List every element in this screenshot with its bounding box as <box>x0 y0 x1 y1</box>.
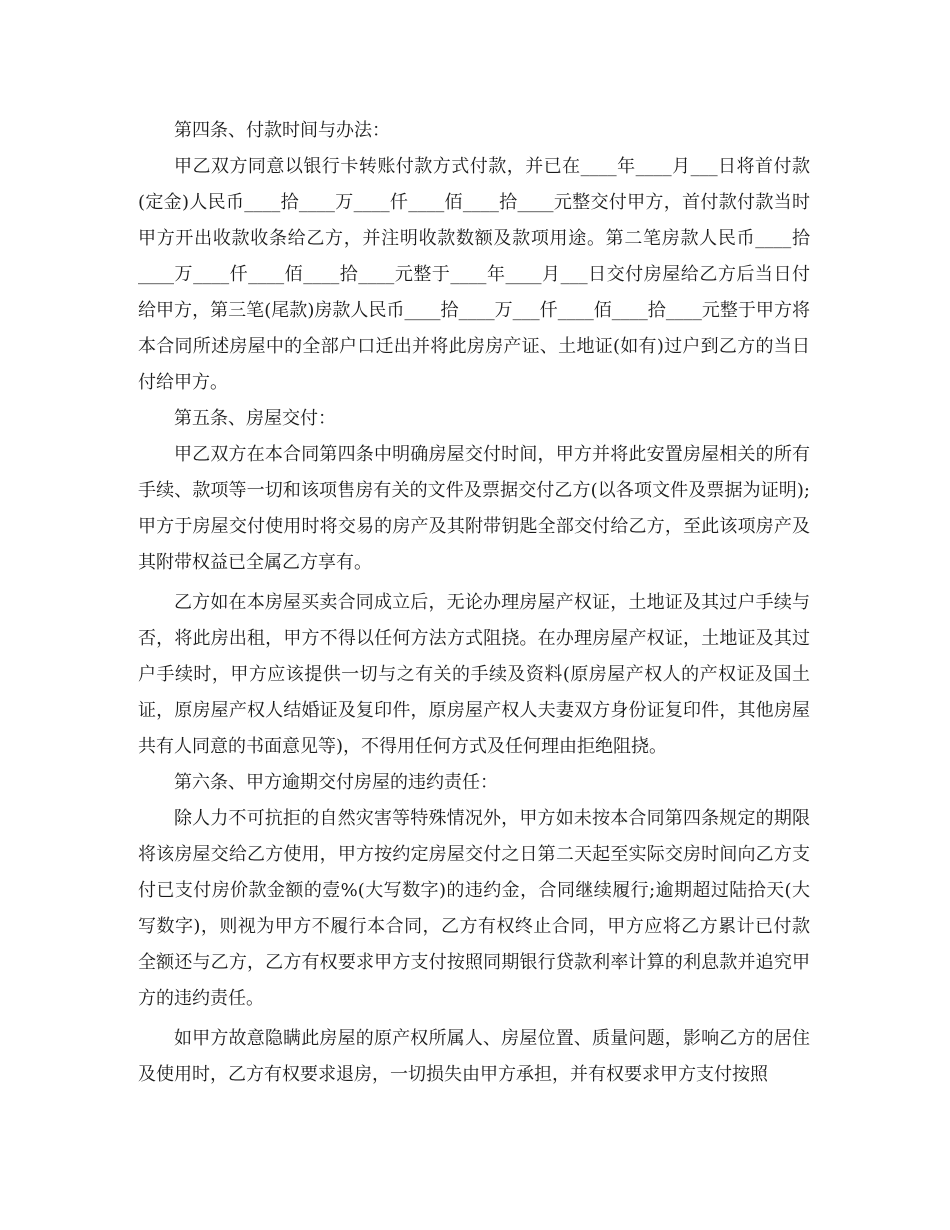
article-4-heading: 第四条、付款时间与办法： <box>174 120 390 141</box>
article-6-body-2: 如甲方故意隐瞒此房屋的原产权所属人、房屋位置、质量问题，影响乙方的居住及使用时，乙方有权要求退房，一切损失由甲方承担，并有权要求甲方支付按照 <box>138 1028 810 1085</box>
article-6-body: 除人力不可抗拒的自然灾害等特殊情况外，甲方如未按本合同第四条规定的期限将该房屋交给乙方使用，甲方按约定房屋交付之日第二天起至实际交房时间向乙方支付已支付房价款金额的壹%(大写数字)的违约金，合同继续履行;逾期超过陆拾天(大写数字)，则视为甲方不履行本合同，乙方有权终止合同，甲方应将乙方累计已付款全额还与乙方，乙方有权要求甲方支付按照同期银行贷款利率计算的利息款并追究甲方的违约责任。 <box>138 808 810 1009</box>
article-6-heading: 第六条、甲方逾期交付房屋的违约责任： <box>174 772 498 793</box>
article-5-body-2: 乙方如在本房屋买卖合同成立后，无论办理房屋产权证，土地证及其过户手续与否，将此房出租，甲方不得以任何方法方式阻挠。在办理房屋产权证，土地证及其过户手续时，甲方应该提供一切与之有关的手续及资料(原房屋产权人的产权证及国土证，原房屋产权人结婚证及复印件，原房屋产权人夫妻双方身份证复印件，其他房屋共有人同意的书面意见等)，不得用任何方式及任何理由拒绝阻挠。 <box>138 592 810 757</box>
article-5-body: 甲乙双方在本合同第四条中明确房屋交付时间，甲方并将此安置房屋相关的所有手续、款项等一切和该项售房有关的文件及票据交付乙方(以各项文件及票据为证明);甲方于房屋交付使用时将交易的房产及其附带钥匙全部交付给乙方，至此该项房产及其附带权益已全属乙方享有。 <box>138 444 810 573</box>
article-4-body: 甲乙双方同意以银行卡转账付款方式付款，并已在____年____月___日将首付款(定金)人民币____拾____万____仟____佰____拾____元整交付甲方，首付款付款当时甲方开出收款收条给乙方，并注明收款数额及款项用途。第二笔房款人民币____拾____万____仟____佰____拾____元整于____年____月___日交付房屋给乙方后当日付给甲方，第三笔(尾款)房款人民币____拾____万___仟____佰____拾____元整于甲方将本合同所述房屋中的全部户口迁出并将此房房产证、土地证(如有)过户到乙方的当日付给甲方。 <box>138 156 810 393</box>
article-5-heading: 第五条、房屋交付： <box>174 408 336 429</box>
document-body <box>138 113 810 1093</box>
